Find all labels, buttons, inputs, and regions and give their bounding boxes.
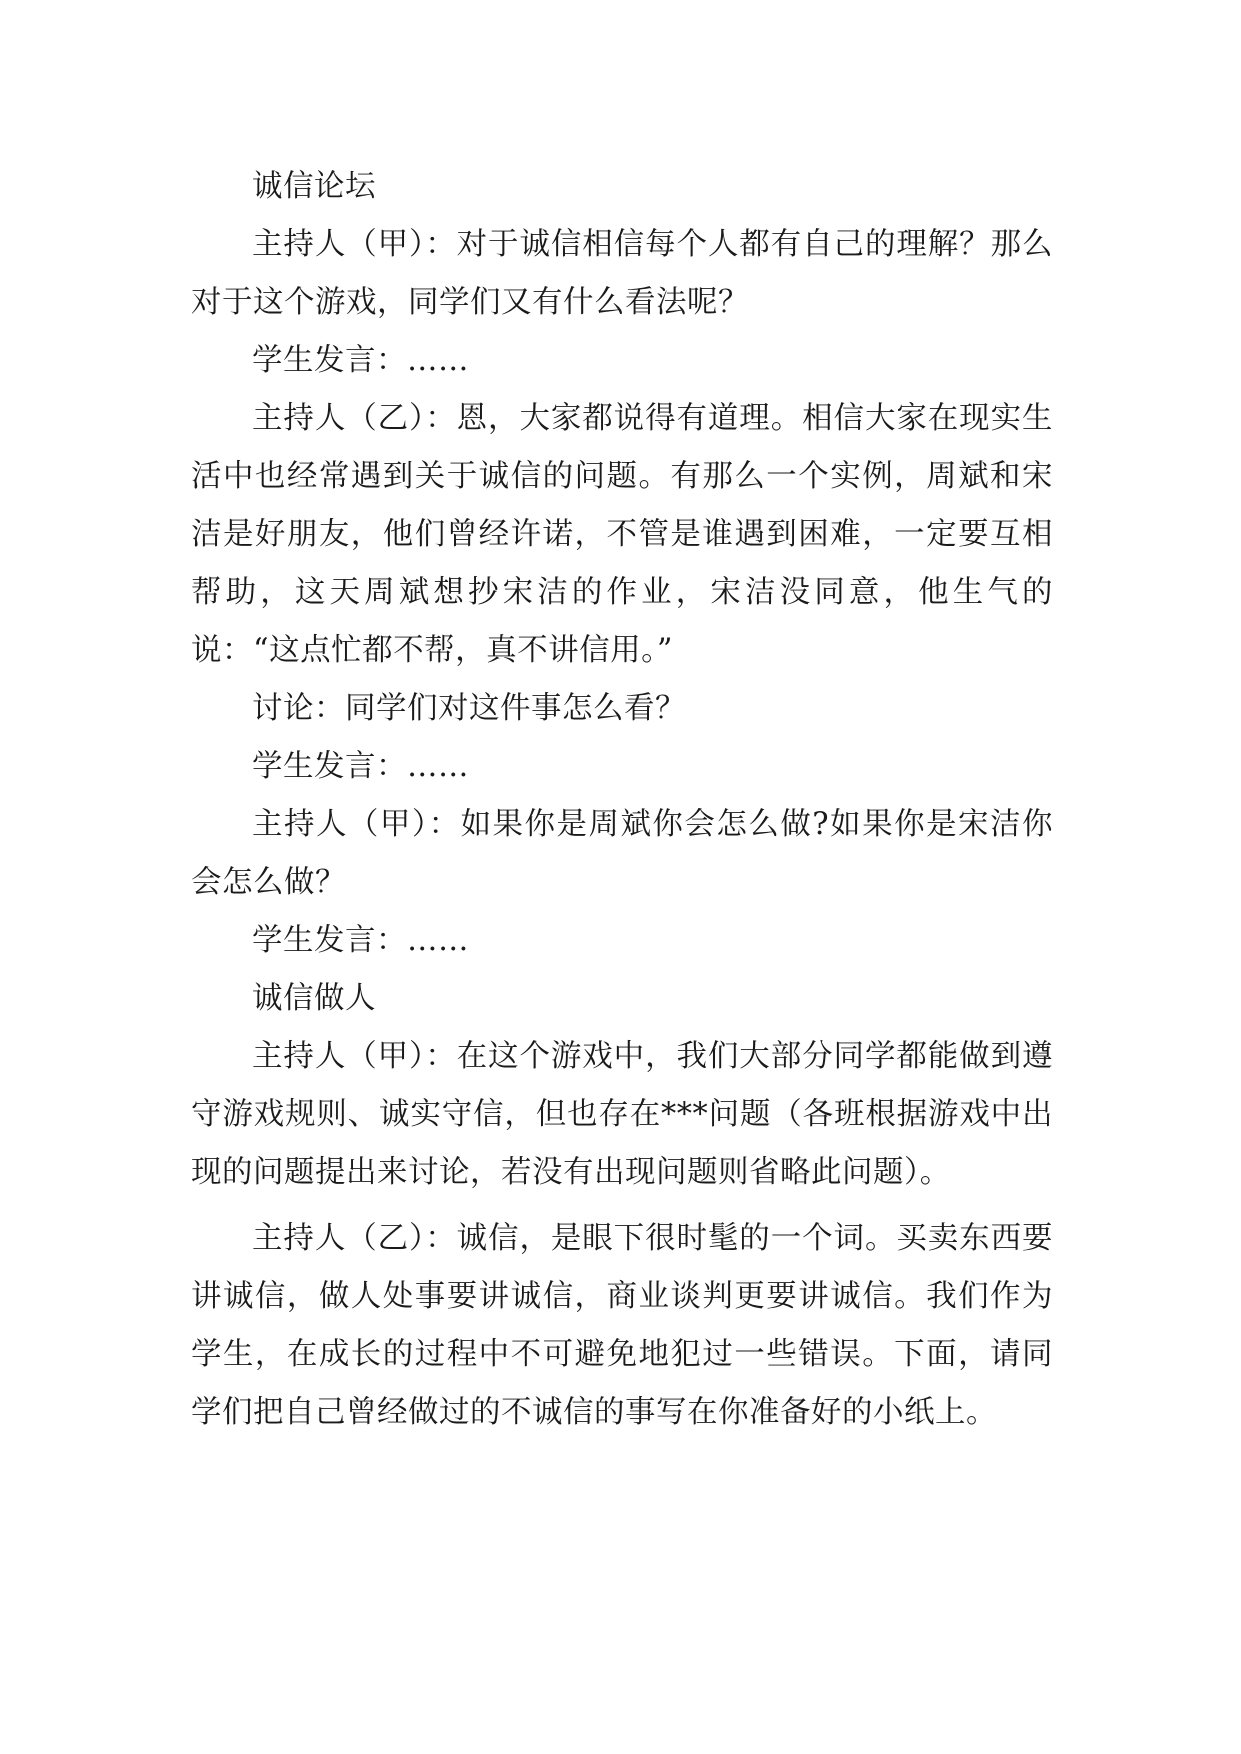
student-speech-paragraph: 学生发言：…… xyxy=(252,923,469,958)
host-a-question-paragraph: 主持人（甲）：对于诚信相信每个人都有自己的理解？那么对于这个游戏，同学们又有什么看法呢？ xyxy=(191,227,1053,320)
host-b-closing-paragraph: 主持人（乙）：诚信，是眼下很时髦的一个词。买卖东西要讲诚信，做人处事要讲诚信，商业谈判更要讲诚信。我们作为学生，在成长的过程中不可避免地犯过一些错误。下面，请同学们把自己曾经做过的不诚信的事写在你准备好的小纸上。 xyxy=(191,1221,1053,1430)
section-heading-honest-person: 诚信做人 xyxy=(252,981,376,1016)
student-speech-paragraph: 学生发言：…… xyxy=(252,343,469,378)
student-speech-paragraph: 学生发言：…… xyxy=(252,749,469,784)
document-body xyxy=(191,158,1053,1442)
discussion-paragraph: 讨论：同学们对这件事怎么看？ xyxy=(252,691,686,726)
host-a-game-review-paragraph: 主持人（甲）：在这个游戏中，我们大部分同学都能做到遵守游戏规则、诚实守信，但也存在***问题（各班根据游戏中出现的问题提出来讨论，若没有出现问题则省略此问题）。 xyxy=(191,1039,1053,1190)
section-heading-integrity-forum: 诚信论坛 xyxy=(252,169,376,204)
host-a-roleplay-paragraph: 主持人（甲）：如果你是周斌你会怎么做?如果你是宋洁你会怎么做？ xyxy=(191,807,1053,900)
host-b-example-paragraph: 主持人（乙）：恩，大家都说得有道理。相信大家在现实生活中也经常遇到关于诚信的问题。有那么一个实例，周斌和宋洁是好朋友，他们曾经许诺，不管是谁遇到困难，一定要互相帮助，这天周斌想抄宋洁的作业，宋洁没同意，他生气的说：“这点忙都不帮，真不讲信用。” xyxy=(191,401,1053,668)
